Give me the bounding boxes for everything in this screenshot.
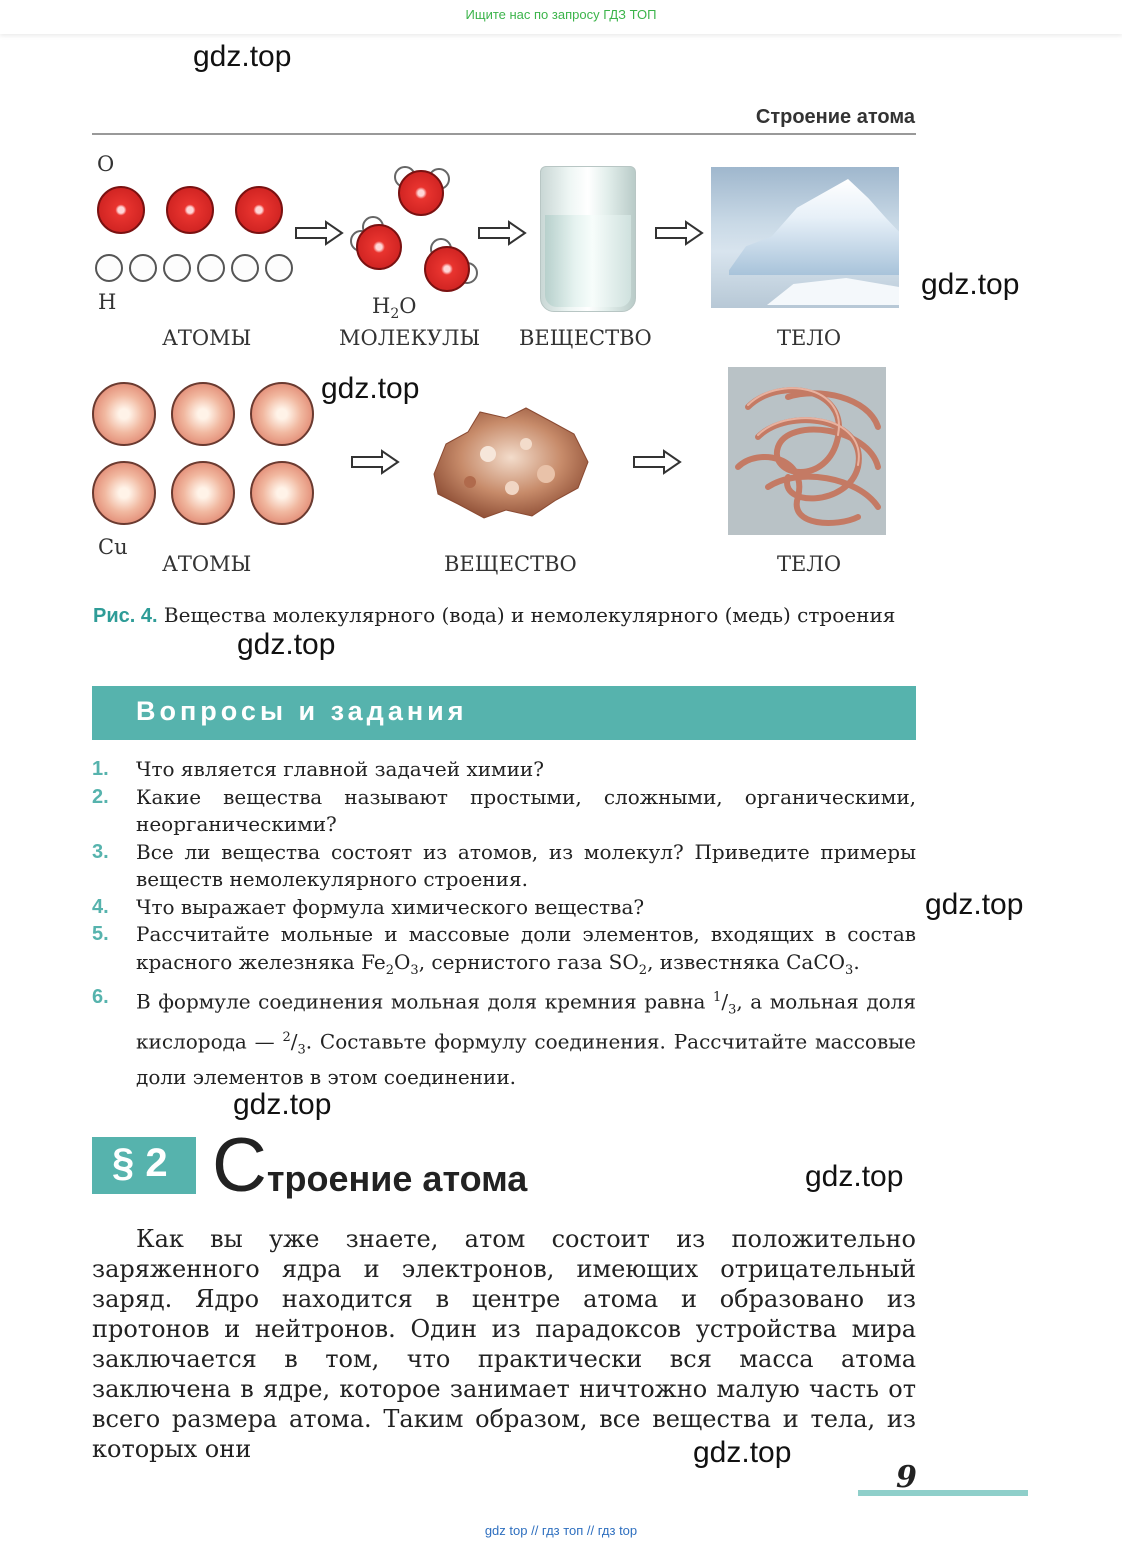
water-formula: $H_2O$ [372,294,417,323]
hydrogen-atom [129,254,157,282]
oxygen-atom [235,186,283,234]
arrow-right-icon [654,220,704,246]
header-rule [92,133,916,135]
hydrogen-atom [265,254,293,282]
page-number-rule [858,1490,1028,1496]
label-substance: ВЕЩЕСТВО [519,326,652,350]
question-item: 1. Что является главной задачей химии? [92,757,544,781]
watermark: gdz.top [805,1160,904,1193]
copper-ore-image [428,404,592,522]
water-molecule [418,236,478,296]
footer-links: gdz top // гдз топ // гдз top [484,1523,638,1538]
section-number: § 2 [112,1141,168,1185]
section-title: Строение атома [212,1123,528,1208]
question-item: 4. Что выражает формула химического вещества? [92,894,645,919]
label-atoms: АТОМЫ [162,326,252,350]
label-substance: ВЕЩЕСТВО [444,552,577,576]
questions-title: Вопросы и задания [136,696,468,726]
arrow-right-icon [632,449,682,475]
oxygen-atom [97,186,145,234]
section-number-badge [92,1137,196,1194]
water-beaker-image [540,166,636,312]
arrow-right-icon [350,449,400,475]
question-item: 2. Какие вещества называют простыми, сложными, органическими, неорганическими? [92,784,916,836]
question-item: 3. Все ли вещества состоят из атомов, из молекул? Приведите примеры веществ немолекулярного строения. [92,839,916,891]
water-molecule [350,214,410,274]
copper-atom [250,461,314,525]
hydrogen-symbol: H [98,290,117,314]
banner-text: Ищите нас по запросу ГДЗ ТОП [465,7,657,22]
watermark: gdz.top [921,268,1020,301]
arrow-right-icon [294,220,344,246]
watermark: gdz.top [321,372,420,405]
copper-symbol: Cu [98,535,128,559]
hydrogen-atom [197,254,225,282]
arrow-right-icon [477,220,527,246]
copper-atom [171,461,235,525]
hydrogen-atom [163,254,191,282]
iceberg-image [711,167,899,308]
page-number: 9 [896,1460,917,1495]
figure-caption [93,602,917,630]
hydrogen-atom [231,254,259,282]
hydrogen-atom [95,254,123,282]
watermark: gdz.top [237,628,336,661]
label-body: ТЕЛО [777,326,842,350]
watermark: gdz.top [693,1436,792,1469]
water-molecule [392,160,452,220]
body-paragraph: Как вы уже знаете, атом состоит из положительно заряженного ядра и электронов, имеющих отрицательный заряд. Ядро находится в центре атома и образовано из протонов и нейтронов. Один из парадоксов устройства мира заключается в том, что практически вся масса атома заключена в ядре, которое занимает ничтожно малую часть от всего размера атома. Таким образом, все вещества и тела, из которых они [92,1225,916,1463]
oxygen-symbol: O [97,152,115,176]
questions-header [92,686,916,740]
oxygen-atom [166,186,214,234]
running-head: Строение атома [755,106,915,128]
question-item: 5. Рассчитайте мольные и массовые доли элементов, входящих в состав красного железняка $Fe_2O_3$, сернистого газа $SO_2$, известняка CaCO$_3$. [92,922,916,978]
questions-list [92,756,916,1092]
copper-atom [171,382,235,446]
watermark: gdz.top [925,888,1024,921]
question-item: 6. В формуле соединения мольная доля кремния равна $^1/_3$, а мольная доля кислорода — $^2/_3$. Составьте формулу соединения. Рассчитайте массовые доли элементов в этом соединении. [92,986,917,1090]
top-banner [0,0,1122,34]
label-atoms: АТОМЫ [162,552,252,576]
copper-atom [92,382,156,446]
watermark: gdz.top [193,40,292,73]
watermark: gdz.top [233,1088,332,1121]
figure-caption-text: Вещества молекулярного (вода) и немолекулярного (медь) строения [163,603,896,627]
copper-wire-image [728,367,886,535]
label-molecules: МОЛЕКУЛЫ [339,326,481,350]
label-body: ТЕЛО [777,552,842,576]
copper-atom [250,382,314,446]
copper-atom [92,461,156,525]
figure-number: Рис. 4. [93,605,158,627]
